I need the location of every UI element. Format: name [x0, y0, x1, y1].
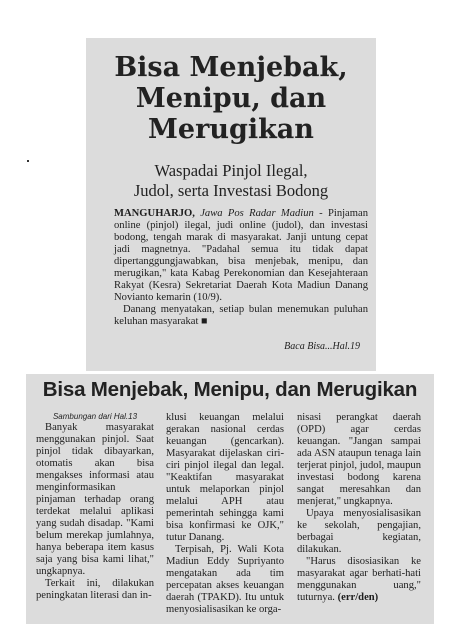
paragraph: nisasi perangkat daerah (OPD) agar cerdas keuangan. "Jangan sampai ada ASN ataupun tenaga lain terjerat pinjol, judol, maupun investasi bodong karena sangat meresahkan dan menjerat," ungkapnya.	[297, 412, 421, 507]
continuation-note: Sambungan dari Hal.13	[52, 412, 138, 421]
stray-mark	[27, 160, 29, 162]
paragraph: klusi keuangan melalui gerakan nasional cerdas keuangan (gencarkan). Masyarakat dijelaskan ciri-ciri pinjol ilegal dan legal. "Keaktifan masyarakat untuk melaporkan pinjol melalui APH atau pemerintah sehingga kami bisa konfirmasi ke OJK," tutur Danang.	[166, 412, 284, 543]
headline-line: Menipu, dan	[135, 83, 327, 114]
headline-line: Bisa Menjebak,	[114, 52, 348, 83]
paragraph: Terkait ini, dilakukan peningkatan literasi dan in-	[36, 578, 154, 601]
paragraph	[297, 556, 421, 604]
paragraph-text: - Pinjaman online (pinjol) ilegal, judi online (judol), dan investasi bodong, tengah marak di masyarakat. Janji untung cepat jadi magnetnya. "Padahal semua itu tidak dapat dipertanggungjawabkan, bisa menjebak, menipu, dan merugikan," kata Kabag Perekonomian dan Kesejahteraan Rakyat (Kesra) Sekretariat Daerah Kota Madiun Danang Novianto kemarin (10/9).	[114, 208, 368, 303]
dateline: MANGUHARJO, Jawa Pos Radar Madiun	[114, 208, 314, 219]
author-signature: (err/den)	[337, 592, 379, 603]
subheadline-line: Judol, serta Investasi Bodong	[133, 181, 329, 200]
column-1	[36, 412, 154, 602]
article-columns	[26, 412, 434, 622]
headline-line: Merugikan	[148, 114, 314, 145]
clipping-front-page	[86, 38, 376, 371]
paragraph: Terpisah, Pj. Wali Kota Madiun Eddy Supriyanto mengatakan ada tim percepatan akses keuangan daerah (TPAKD). Itu untuk menyosialisasikan ke orga-	[166, 544, 284, 615]
column-2	[166, 412, 284, 616]
end-mark: ■	[201, 316, 208, 327]
paragraph: Upaya menyosialisasikan ke sekolah, pengajian, berbagai kegiatan, dilakukan.	[297, 508, 421, 555]
subheadline	[96, 161, 366, 201]
article-body	[114, 208, 368, 328]
clipping-continuation	[26, 374, 434, 624]
continuation-headline: Bisa Menjebak, Menipu, dan Merugikan	[42, 378, 418, 401]
column-3	[297, 412, 421, 604]
source: Jawa Pos Radar Madiun	[200, 208, 314, 219]
paragraph-text: "Harus disosiasikan ke masyarakat agar berhati-hati menggunakan uang," tuturnya.	[297, 556, 421, 603]
paragraph	[114, 304, 368, 328]
subheadline-line: Waspadai Pinjol Ilegal,	[154, 161, 308, 180]
paragraph-text: Danang menyatakan, setiap bulan menemukan puluhan keluhan masyarakat	[114, 304, 368, 327]
paragraph: Banyak masyarakat menggunakan pinjol. Saat pinjol tidak dibayarkan, otomatis akan bisa mengakses informasi atau menginformasikan pinjaman terhadap orang terdekat melalui aplikasi yang sudah disadap. "Kami belum merekap jumlahnya, hanya beberapa item kasus saja yang bisa kami lihat," ungkapnya.	[36, 422, 154, 577]
paragraph	[114, 208, 368, 304]
headline	[86, 52, 376, 145]
continued-reference: Baca Bisa...Hal.19	[284, 341, 360, 352]
